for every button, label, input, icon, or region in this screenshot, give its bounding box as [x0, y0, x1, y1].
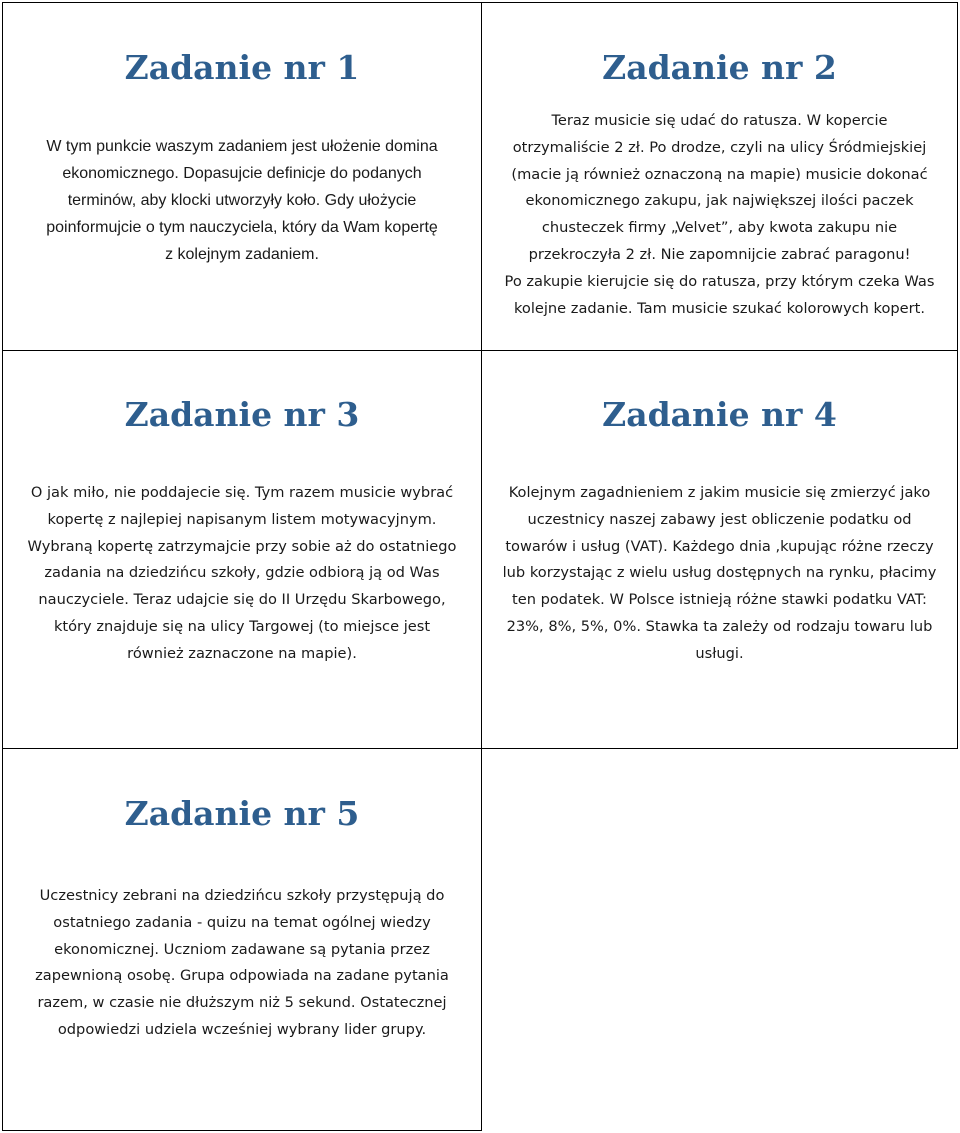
task-card-2	[481, 2, 958, 351]
task-description: Kolejnym zagadnieniem z jakim musicie się zmierzyć jako uczestnicy naszej zabawy jest obliczenie podatku od towarów i usług (VAT). Każdego dnia ,kupując różne rzeczy lub korzystając z wielu usług dostępnych na rynku, płacimy ten podatek. W Polsce istnieją różne stawki podatku VAT: 23%, 8%, 5%, 0%. Stawka ta zależy od rodzaju towaru lub usługi.	[502, 484, 937, 662]
task-card-5	[2, 748, 482, 1131]
task-title: Zadanie nr 2	[602, 48, 837, 87]
task-description: O jak miło, nie poddajecie się. Tym razem musicie wybrać kopertę z najlepiej napisanym listem motywacyjnym. Wybraną kopertę zatrzymajcie przy sobie aż do ostatniego zadania na dziedzińcu szkoły, gdzie odbiorą ją od Was nauczyciele. Teraz udajcie się do II Urzędu Skarbowego, który znajduje się na ulicy Targowej (to miejsce jest również zaznaczone na mapie).	[27, 484, 457, 662]
task-card-3	[2, 350, 482, 749]
task-title: Zadanie nr 3	[124, 395, 360, 434]
task-description: W tym punkcie waszym zadaniem jest ułożenie domina ekonomicznego. Dopasujcie definicje do podanych terminów, aby klocki utworzyły koło. Gdy ułożycie poinformujcie o tym nauczyciela, który da Wam kopertę z kolejnym zadaniem.	[46, 138, 438, 263]
task-title: Zadanie nr 4	[602, 395, 837, 434]
task-card-4	[481, 350, 958, 749]
task-description: Teraz musicie się udać do ratusza. W kopercie otrzymaliście 2 zł. Po drodze, czyli na ulicy Śródmiejskiej (macie ją również oznaczoną na mapie) musicie dokonać ekonomicznego zakupu, jak największej ilości paczek chusteczek firmy „Velvet”, aby kwota zakupu nie przekroczyła 2 zł. Nie zapomnijcie zabrać paragonu! Po zakupie kierujcie się do ratusza, przy którym czeka Was kolejne zadanie. Tam musicie szukać kolorowych kopert.	[504, 112, 935, 317]
task-description: Uczestnicy zebrani na dziedzińcu szkoły przystępują do ostatniego zadania - quizu na temat ogólnej wiedzy ekonomicznej. Uczniom zadawane są pytania przez zapewnioną osobę. Grupa odpowiada na zadane pytania razem, w czasie nie dłuższym niż 5 sekund. Ostatecznej odpowiedzi udziela wcześniej wybrany lider grupy.	[35, 887, 449, 1038]
task-card-1	[2, 2, 482, 351]
task-title: Zadanie nr 5	[124, 794, 360, 833]
task-title: Zadanie nr 1	[124, 48, 360, 87]
